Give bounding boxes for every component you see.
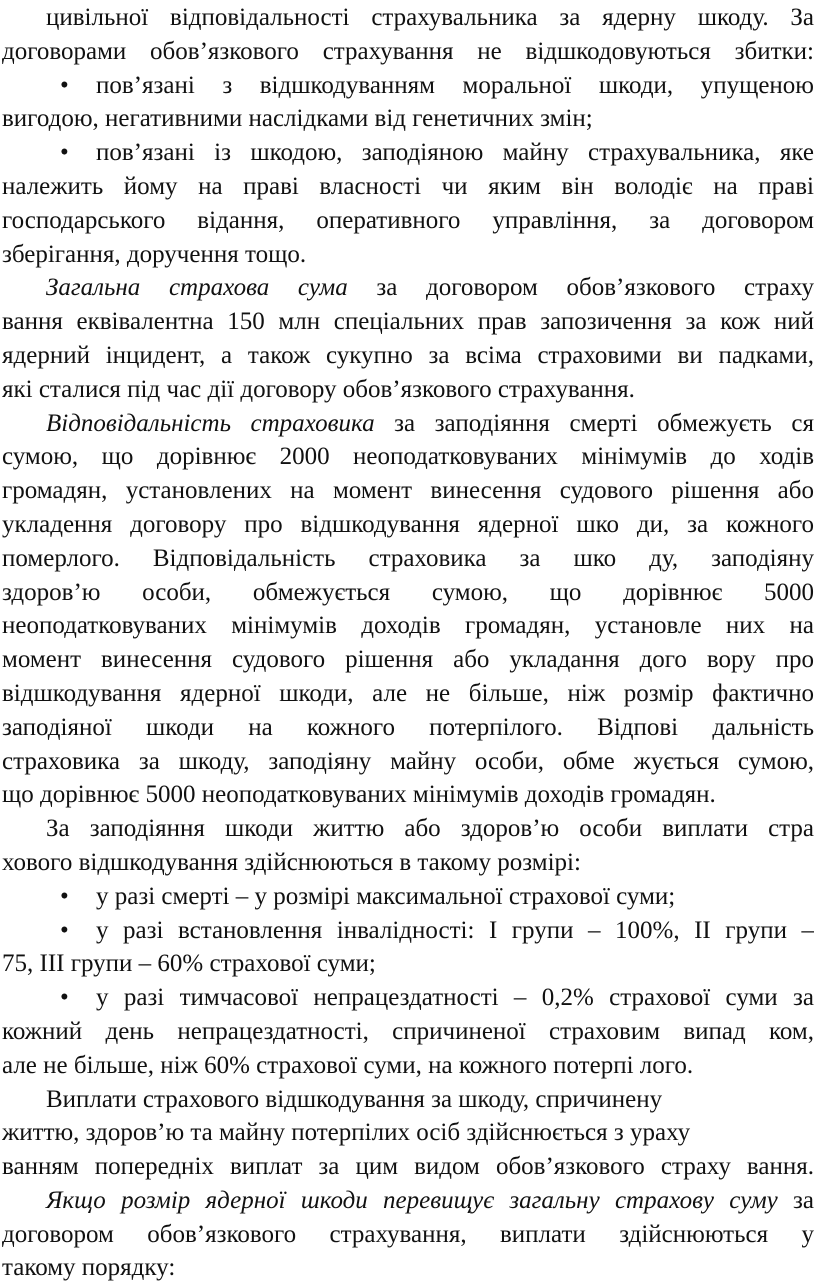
text-line [2, 35, 814, 69]
text-line [2, 812, 814, 846]
line-text: такому порядку: [2, 1254, 176, 1282]
text-line [2, 170, 814, 204]
text-line [2, 576, 814, 610]
line-text: вигодою, негативними наслідками від генетичних змін; [2, 105, 593, 133]
text-line [2, 880, 814, 914]
text-line [2, 745, 814, 779]
text-line [2, 1, 814, 35]
line-text: За заподіяння шкоди життю або здоров’ю особи виплати стра [46, 815, 814, 843]
text-line [2, 238, 814, 272]
text-line [2, 947, 814, 981]
line-text: кожний день непрацездатності, спричиненої страховим випад ком, [2, 1017, 814, 1045]
line-text: громадян, установлених на момент винесення судового рішення або [2, 477, 814, 505]
line-text: у разі тимчасової непрацездатності – 0,2% страхової суми за [96, 984, 814, 1012]
text-line [2, 1184, 814, 1218]
italic-term: Якщо розмір ядерної шкоди перевищує загальну страхову суму [46, 1186, 778, 1214]
text-line [2, 1251, 814, 1285]
text-line [2, 677, 814, 711]
line-text: здоров’ю особи, обмежується сумою, що дорівнює 5000 [2, 578, 814, 606]
line-text: Виплати страхового відшкодування за шкоду, спричинену [46, 1085, 663, 1113]
text-line [2, 846, 814, 880]
text-line [2, 643, 814, 677]
bullet-icon: • [60, 882, 69, 910]
line-text: у разі встановлення інвалідності: I групи – 100%, II групи – [96, 916, 814, 944]
line-text: ванням попередніх виплат за цим видом обов’язкового страху вання. [2, 1153, 814, 1181]
text-line [2, 711, 814, 745]
text-line [2, 204, 814, 238]
line-text: цивільної відповідальності страхувальника за ядерну шкоду. За [46, 4, 814, 31]
line-text: за договором обов’язкового страху [347, 274, 814, 302]
line-text: у разі смерті – у розмірі максимальної страхової суми; [96, 882, 676, 910]
line-text: які сталися під час дії договору обов’язкового страхування. [2, 375, 635, 403]
line-text: відшкодування ядерної шкоди, але не більше, ніж розмір фактично [2, 679, 814, 707]
bullet-icon: • [60, 71, 69, 99]
bullet-icon: • [60, 139, 69, 167]
line-text: за [777, 1186, 814, 1214]
text-line [2, 1150, 814, 1184]
line-text: хового відшкодування здійснюються в такому розмірі: [2, 848, 581, 876]
line-text: укладення договору про відшкодування ядерної шко ди, за кожного [2, 510, 814, 538]
text-line [2, 407, 814, 441]
line-text: але не більше, ніж 60% страхової суми, на кожного потерпі лого. [2, 1051, 694, 1079]
line-text: вання еквівалентна 150 млн спеціальних прав запозичення за кож ний [2, 308, 814, 336]
italic-term: Загальна страхова сума [46, 274, 348, 302]
line-text: за заподіяння смерті обмежуєть ся [374, 409, 814, 437]
text-line [2, 1049, 814, 1083]
line-text: життю, здоров’ю та майну потерпілих осіб здійснюється з ураху [2, 1119, 691, 1147]
text-line [2, 102, 814, 136]
text-line [2, 271, 814, 305]
text-line [2, 1116, 814, 1150]
text-line [2, 1218, 814, 1252]
line-text: пов’язані з відшкодуванням моральної шкоди, упущеною [96, 71, 814, 99]
line-text: що дорівнює 5000 неоподатковуваних мінімумів доходів громадян. [2, 781, 716, 809]
text-line [2, 136, 814, 170]
line-text: сумою, що дорівнює 2000 неоподатковуваних мінімумів до ходів [2, 443, 814, 471]
text-line [2, 778, 814, 812]
text-line [2, 440, 814, 474]
bullet-icon: • [60, 916, 69, 944]
text-line [2, 474, 814, 508]
line-text: заподіяної шкоди на кожного потерпілого. Відпові дальність [2, 713, 814, 741]
text-line [2, 1015, 814, 1049]
text-line [2, 508, 814, 542]
text-line [2, 542, 814, 576]
line-text: 75, III групи – 60% страхової суми; [2, 950, 376, 978]
line-text: зберігання, доручення тощо. [2, 240, 307, 268]
line-text: належить йому на праві власності чи яким він володіє на праві [2, 172, 814, 200]
line-text: договором обов’язкового страхування, виплати здійснюються у [2, 1220, 814, 1248]
text-line [2, 339, 814, 373]
text-line [2, 914, 814, 948]
bullet-icon: • [60, 984, 69, 1012]
text-line [2, 373, 814, 407]
italic-term: Відповідальність страховика [46, 409, 375, 437]
line-text: договорами обов’язкового страхування не відшкодовуються збитки: [2, 37, 814, 65]
text-line [2, 981, 814, 1015]
line-text: померлого. Відповідальність страховика за шко ду, заподіяну [2, 544, 814, 572]
line-text: неоподатковуваних мінімумів доходів громадян, установле них на [2, 612, 814, 640]
line-text: господарського відання, оперативного управління, за договором [2, 206, 814, 234]
text-line [2, 305, 814, 339]
text-line [2, 69, 814, 103]
text-line [2, 1083, 814, 1117]
line-text: страховика за шкоду, заподіяну майну особи, обме жується сумою, [2, 747, 814, 775]
line-text: момент винесення судового рішення або укладання дого вору про [2, 646, 814, 674]
text-line [2, 609, 814, 643]
line-text: пов’язані із шкодою, заподіяною майну страхувальника, яке [96, 139, 814, 167]
line-text: ядерний інцидент, а також сукупно за всіма страховими ви падками, [2, 341, 814, 369]
